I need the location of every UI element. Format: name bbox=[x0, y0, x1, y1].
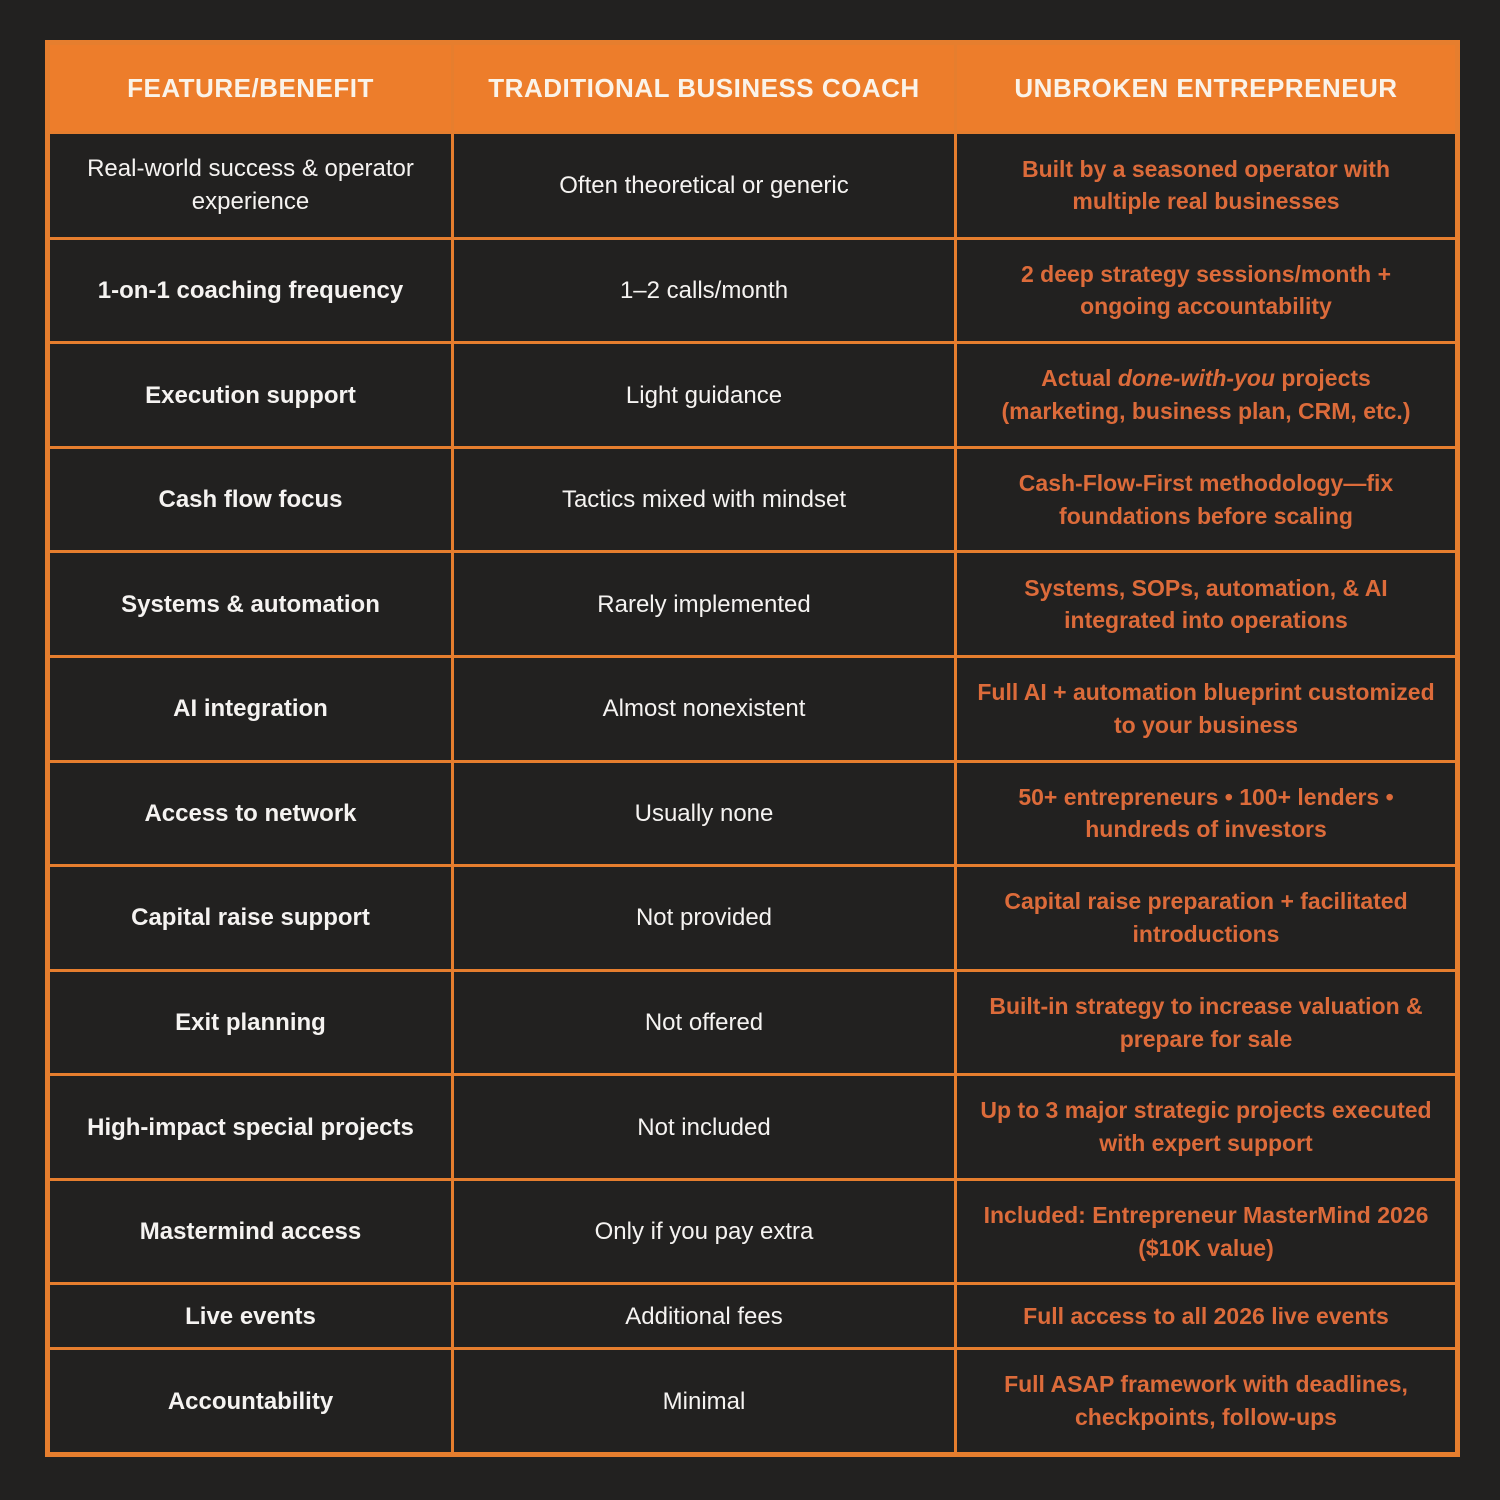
cell-traditional: Tactics mixed with mindset bbox=[453, 447, 956, 552]
table-row bbox=[48, 238, 1458, 343]
cell-traditional: Almost nonexistent bbox=[453, 657, 956, 762]
cell-traditional: Not provided bbox=[453, 866, 956, 971]
header-unbroken-entrepreneur: UNBROKEN ENTREPRENEUR bbox=[956, 43, 1458, 133]
cell-unbroken: Built-in strategy to increase valuation & prepare for sale bbox=[956, 970, 1458, 1075]
table-row bbox=[48, 866, 1458, 971]
cell-traditional: Additional fees bbox=[453, 1284, 956, 1349]
cell-unbroken: Included: Entrepreneur MasterMind 2026 ($10K value) bbox=[956, 1179, 1458, 1284]
table-header bbox=[48, 43, 1458, 133]
cell-traditional: 1–2 calls/month bbox=[453, 238, 956, 343]
table-row bbox=[48, 1179, 1458, 1284]
cell-feature: Systems & automation bbox=[48, 552, 453, 657]
cell-feature: Execution support bbox=[48, 343, 453, 448]
table-row bbox=[48, 552, 1458, 657]
cell-feature: Access to network bbox=[48, 761, 453, 866]
cell-unbroken: 50+ entrepreneurs • 100+ lenders • hundreds of investors bbox=[956, 761, 1458, 866]
cell-traditional: Not offered bbox=[453, 970, 956, 1075]
cell-feature: Exit planning bbox=[48, 970, 453, 1075]
cell-feature: Real-world success & operator experience bbox=[48, 133, 453, 239]
cell-unbroken: Full AI + automation blueprint customized to your business bbox=[956, 657, 1458, 762]
table-row bbox=[48, 133, 1458, 239]
italic-phrase: done-with-you bbox=[1117, 365, 1275, 392]
cell-unbroken: Cash-Flow-First methodology—fix foundations before scaling bbox=[956, 447, 1458, 552]
header-feature-benefit: FEATURE/BENEFIT bbox=[48, 43, 453, 133]
cell-feature: Capital raise support bbox=[48, 866, 453, 971]
cell-feature: Accountability bbox=[48, 1349, 453, 1455]
table-row bbox=[48, 970, 1458, 1075]
cell-unbroken: Actual done-with-you projects (marketing, business plan, CRM, etc.) bbox=[956, 343, 1458, 448]
cell-unbroken: Full ASAP framework with deadlines, checkpoints, follow-ups bbox=[956, 1349, 1458, 1455]
header-row bbox=[48, 43, 1458, 133]
table-row bbox=[48, 761, 1458, 866]
cell-feature: 1-on-1 coaching frequency bbox=[48, 238, 453, 343]
cell-traditional: Only if you pay extra bbox=[453, 1179, 956, 1284]
cell-feature: Live events bbox=[48, 1284, 453, 1349]
table-row bbox=[48, 1075, 1458, 1180]
cell-traditional: Often theoretical or generic bbox=[453, 133, 956, 239]
table-row bbox=[48, 657, 1458, 762]
header-traditional-coach: TRADITIONAL BUSINESS COACH bbox=[453, 43, 956, 133]
cell-feature: High-impact special projects bbox=[48, 1075, 453, 1180]
cell-feature: Cash flow focus bbox=[48, 447, 453, 552]
cell-unbroken: Capital raise preparation + facilitated introductions bbox=[956, 866, 1458, 971]
cell-unbroken: Up to 3 major strategic projects executed with expert support bbox=[956, 1075, 1458, 1180]
table-row bbox=[48, 343, 1458, 448]
cell-unbroken: Systems, SOPs, automation, & AI integrated into operations bbox=[956, 552, 1458, 657]
table-body bbox=[48, 133, 1458, 1455]
table-row bbox=[48, 1349, 1458, 1455]
cell-traditional: Usually none bbox=[453, 761, 956, 866]
cell-unbroken: Full access to all 2026 live events bbox=[956, 1284, 1458, 1349]
cell-traditional: Light guidance bbox=[453, 343, 956, 448]
cell-traditional: Not included bbox=[453, 1075, 956, 1180]
comparison-table bbox=[45, 40, 1460, 1457]
cell-unbroken: Built by a seasoned operator with multiple real businesses bbox=[956, 133, 1458, 239]
cell-traditional: Minimal bbox=[453, 1349, 956, 1455]
table-row bbox=[48, 447, 1458, 552]
cell-feature: AI integration bbox=[48, 657, 453, 762]
table-row bbox=[48, 1284, 1458, 1349]
cell-traditional: Rarely implemented bbox=[453, 552, 956, 657]
cell-unbroken: 2 deep strategy sessions/month + ongoing accountability bbox=[956, 238, 1458, 343]
cell-feature: Mastermind access bbox=[48, 1179, 453, 1284]
